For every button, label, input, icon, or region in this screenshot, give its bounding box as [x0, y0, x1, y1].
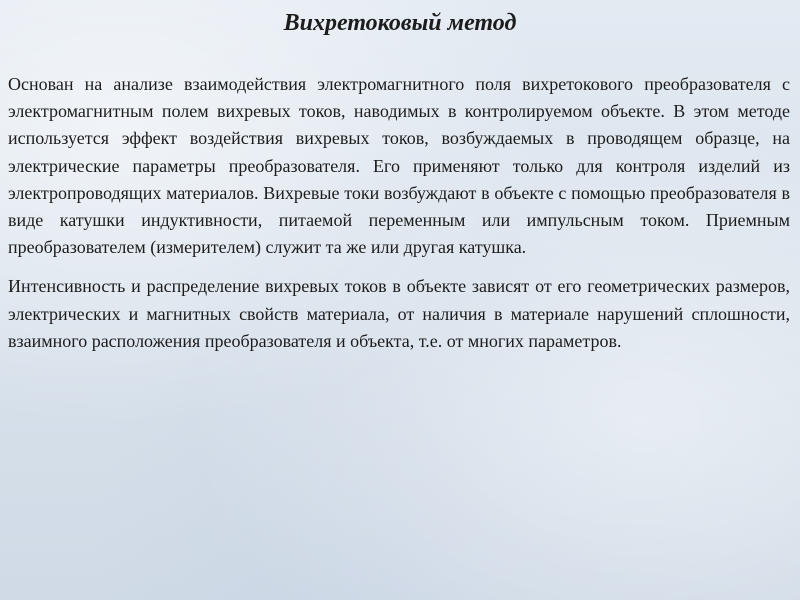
- slide-body: [8, 71, 790, 355]
- slide-title: Вихретоковый метод: [283, 10, 517, 36]
- body-paragraph-2: Интенсивность и распределение вихревых токов в объекте зависят от его геометрических размеров, электрических и магнитных свойств материала, от наличия в материале нарушений сплошности, взаимного расположения преобразователя и объекта, т.е. от многих параметров.: [8, 276, 790, 351]
- body-paragraph-1: Основан на анализе взаимодействия электромагнитного поля вихретокового преобразователя с электромагнитным полем вихревых токов, наводимых в контролируемом объекте. В этом методе используется эффект воздействия вихревых токов, возбуждаемых в проводящем образце, на электрические параметры преобразователя. Его применяют только для контроля изделий из электропроводящих материалов. Вихревые токи возбуждают в объекте с помощью преобразователя в виде катушки индуктивности, питаемой переменным или импульсным током. Приемным преобразователем (измерителем) служит та же или другая катушка.: [8, 74, 790, 258]
